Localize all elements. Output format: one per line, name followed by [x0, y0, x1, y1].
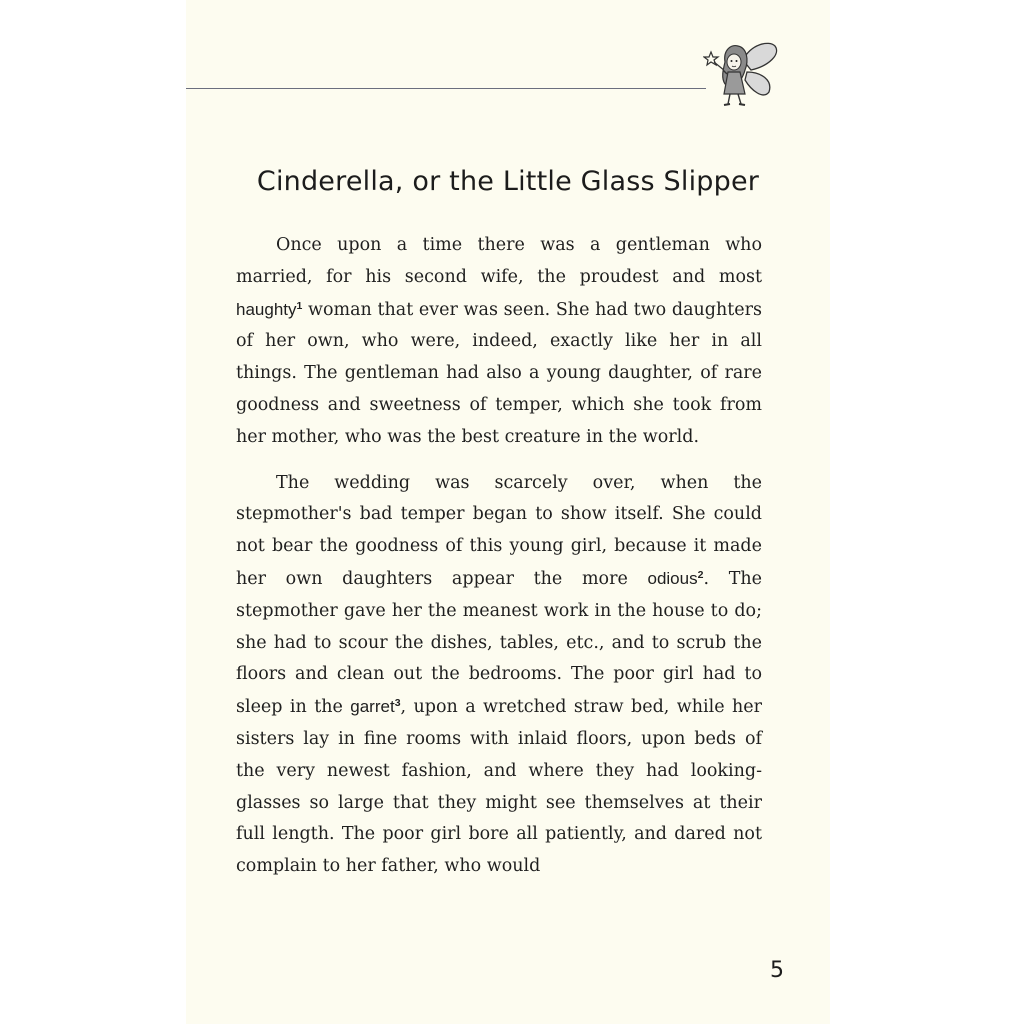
glossary-word-odious [648, 569, 704, 588]
text-run: The wedding was scarcely over, when the stepmother's bad temper began to show itself. She could not bear the goodness of this young girl, because it made her own daughters appear the more [236, 472, 762, 589]
text-run: Once upon a time there was a gentleman who married, for his second wife, the proudest and most [236, 235, 762, 287]
paragraph-2 [236, 468, 762, 883]
footnote-marker: 2 [697, 569, 704, 582]
glossary-word-haughty [236, 300, 302, 319]
story-title: Cinderella, or the Little Glass Slipper [256, 166, 760, 197]
paragraph-1 [236, 230, 762, 454]
text-run: , upon a wretched straw bed, while her sisters lay in fine rooms with inlaid floors, upon beds of the very newest fashion, and where they had looking-glasses so large that they might see themselves at their full length. The poor girl bore all patiently, and dared not complain to her father, who would [236, 697, 762, 877]
glossary-word-garret [350, 697, 400, 716]
text-run: woman that ever was seen. She had two daughters of her own, who were, indeed, exactly like her in all things. The gentleman had also a young daughter, of rare goodness and sweetness of temper, which she took from her mother, who was the best creature in the world. [236, 299, 762, 447]
text-run: . The stepmother gave her the meanest work in the house to do; she had to scour the dishes, tables, etc., and to scrub the floors and clean out the bedrooms. The poor girl had to sleep in the [236, 568, 762, 718]
glossary-word: haughty [236, 299, 297, 319]
footnote-marker: 1 [296, 299, 303, 312]
fairy-icon [703, 38, 785, 112]
glossary-word: garret [350, 697, 395, 717]
story-body [236, 230, 762, 883]
book-page [186, 0, 830, 1024]
page-number: 5 [770, 958, 784, 983]
header-rule [186, 88, 706, 89]
glossary-word: odious [647, 568, 698, 588]
footnote-marker: 3 [394, 697, 401, 710]
